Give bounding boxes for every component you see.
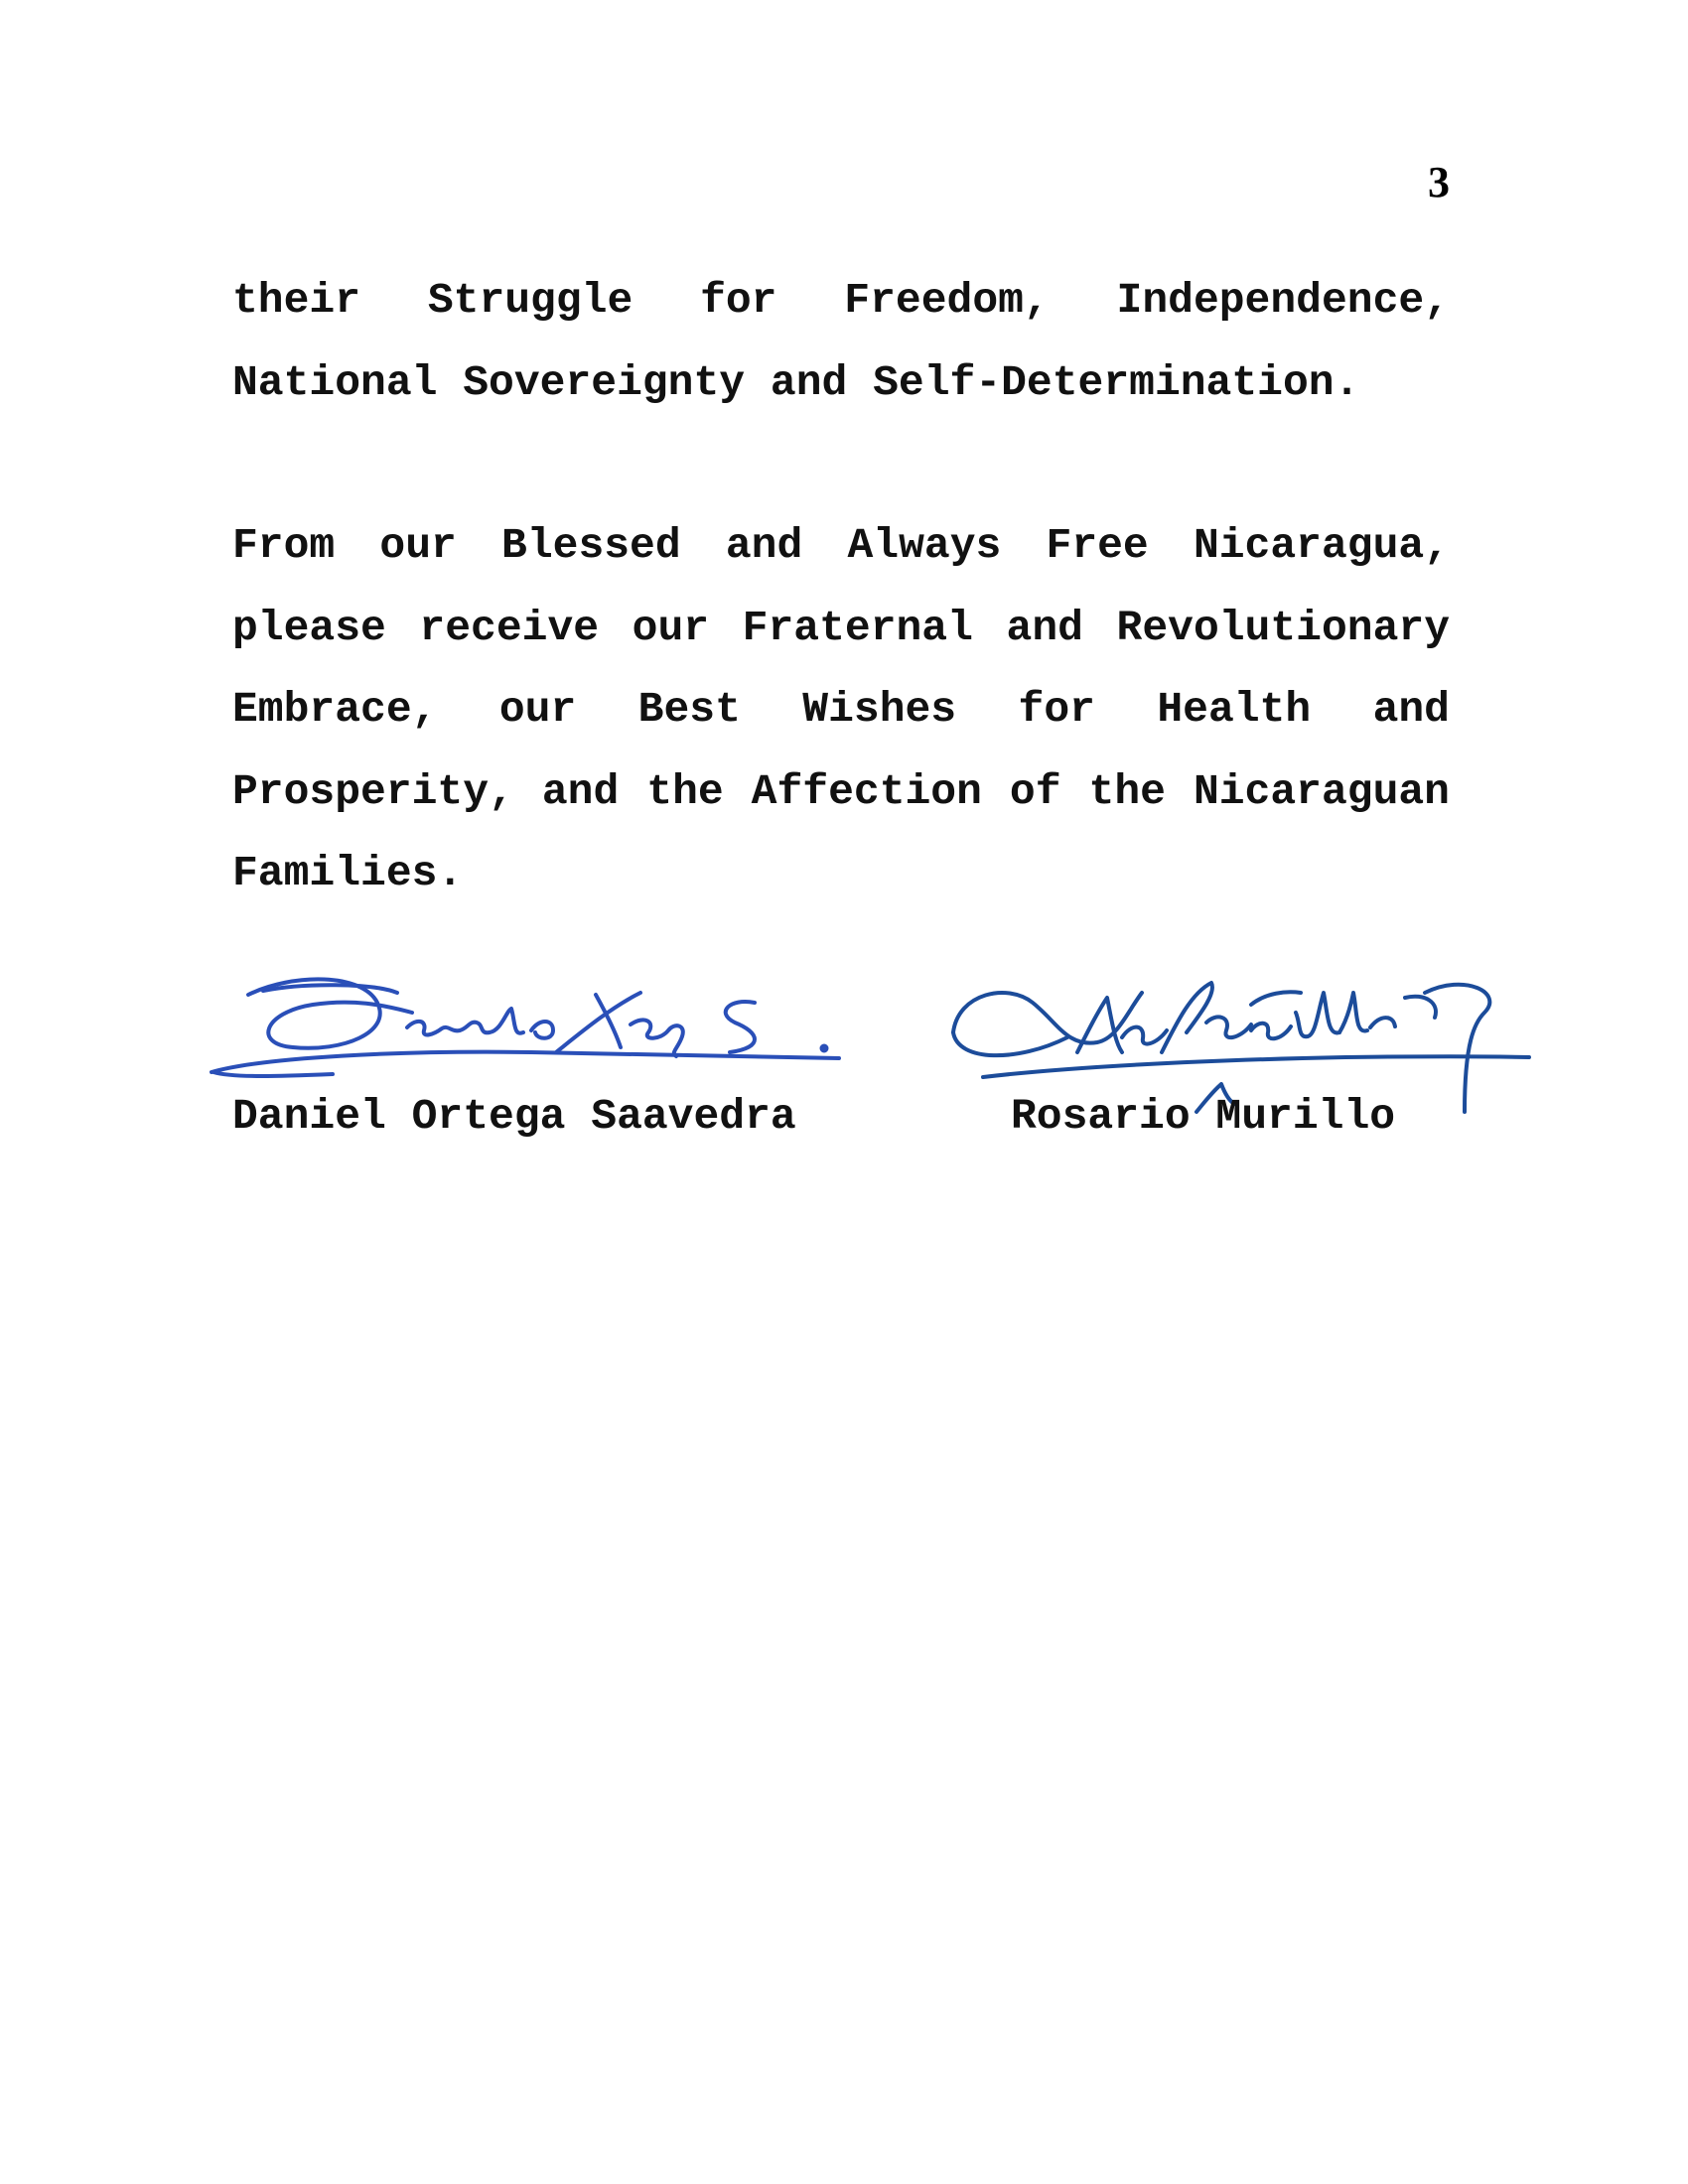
paragraph-line: Embrace, our Best Wishes for Health and: [232, 685, 1450, 734]
paragraph-line: please receive our Fraternal and Revolutionary: [232, 603, 1450, 652]
page-number: 3: [1428, 158, 1450, 206]
signatory-name-left: Daniel Ortega Saavedra: [232, 1092, 796, 1141]
paragraph-line: National Sovereignty and Self-Determination.: [232, 357, 1360, 407]
paragraph-line: Prosperity, and the Affection of the Nicaraguan: [232, 766, 1450, 816]
signatory-name-right: Rosario Murillo: [1011, 1092, 1396, 1141]
paragraph-line: From our Blessed and Always Free Nicaragua,: [232, 521, 1450, 570]
signature-left-drawing: [204, 953, 859, 1092]
paragraph-2: [232, 505, 1450, 915]
paragraph-line: their Struggle for Freedom, Independence,: [232, 276, 1450, 325]
paragraph-1: [232, 260, 1450, 424]
paragraph-line: Families.: [232, 849, 464, 897]
